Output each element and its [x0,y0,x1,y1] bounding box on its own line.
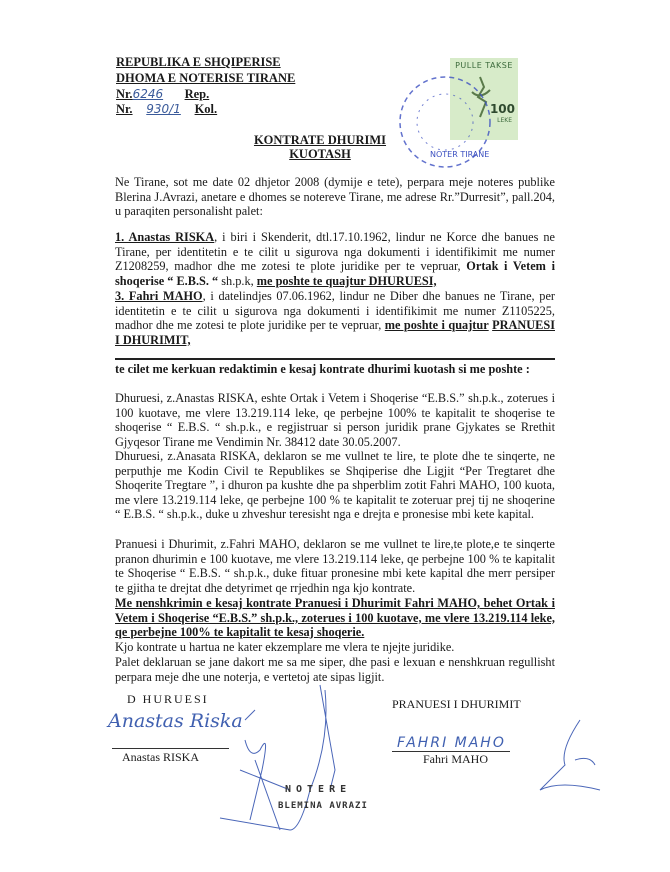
tax-stamp-title: PULLE TAKSE [455,61,513,70]
body-paragraph-2: Dhuruesi, z.Anasata RISKA, deklaron se me vullnet te lire, te plote dhe te sinqerte, ne perputhje me Kodin Civil te Republikes se Shqiperise dhe Ligjit “Per Tregtaret dhe Shoqerite Tregtare ”, i dhuron pa kushte dhe pa shperblim zotit Fahri MAHO, 100 kuota, me vlere 13.219.114 leke, qe perbejne 100 % te kapitalit te zoteruar prej tij ne shoqerine “ E.B.S. “ sh.p.k., duke u zhveshur teresisht nga e drejta e pronesise mbi kete kapital. [115,449,555,522]
recipient-name: Fahri MAHO [423,752,488,766]
divider [115,358,555,360]
party-1-name: 1. Anastas RISKA [115,230,215,244]
rep-prefix: Nr. [116,87,133,101]
rep-number: 6246 [132,87,164,101]
intro-paragraph: Ne Tirane, sot me date 02 dhjetor 2008 (dymije e tete), perpara meje noteres publike Blerina J.Avrazi, anetare e dhomes se notereve Tirane, me adrese Rr.”Durresit”, pall.204, u paraqiten personalisht palet: [115,175,555,219]
notary-signature-strokes-icon [0,680,670,872]
notary-stamp-line-2: BLEMINA AVRAZI [278,801,368,811]
document-subtitle: KUOTASH [289,147,351,161]
kol-number-line [116,102,217,117]
party-2-name: 3. Fahri MAHO [115,289,203,303]
party-2-designation: me poshte i quajtur [384,318,489,333]
party-2-details: , i datelindjes 07.06.1962, lindur ne Diber dhe banues ne Tirane, per identitetin e te cilit u sigurova nga dokumenti i identifikimit me numer Z1105225, madhor dhe me zotesi te plote juridike per te vepruar, [115,289,555,333]
party-1-company: sh.p.k, [218,273,257,288]
document-title: KONTRATE DHURIMI [253,133,387,147]
party-1-details: , i biri i Skenderit, dtl.17.10.1962, lindur ne Korce dhe banues ne Tirane, per identitetin e te cilit u sigurova nga dokumenti i identifikimit me numer Z1208259, madhor dhe me zotesi te plote juridike per te vepruar, [115,230,555,274]
party-1 [115,230,555,288]
donor-title: D HURUESI [127,692,209,706]
header-republic: REPUBLIKA E SHQIPERISE [116,55,281,69]
body-paragraph-5: Kjo kontrate u hartua ne kater ekzemplare me vlera te njejte juridike. [115,640,455,654]
header-chamber: DHOMA E NOTERISE TIRANE [116,71,296,85]
body-paragraph-3: Pranuesi i Dhurimit, z.Fahri MAHO, deklaron se me vullnet te lire,te plote,e te sinqerte pranon dhurimin e 100 kuotave, me vlere 13.219.114 leke, qe perbejne 100 % te kapitalit te Shoqerise “ E.B.S. “ sh.p.k., duke fituar pronesine mbi kete kapital dhe merr persiper te gjitha te drejtat dhe detyrimet qe rrjedhin nga kjo kontrate. [115,537,555,595]
notary-stamp-line-1: NOTERE [285,784,352,795]
tax-stamp-value: 100 [489,102,515,116]
body-paragraph-6: Palet deklaruan se jane dakort me sa me siper, dhe pasi e lexuan e nenshkruan regullisht perpara meje dhe une noterja, e vertetoj ate sipas ligjit. [115,655,555,684]
tax-stamp-unit: LEKE [497,117,512,124]
request-line: te cilet me kerkuan redaktimin e kesaj kontrate dhurimi kuotash si me poshte : [115,362,530,376]
party-1-designation: me poshte te quajtur DHURUESI, [256,273,437,288]
recipient-signature: FAHRI MAHO [397,735,506,751]
party-1-role: Ortak i Vetem i shoqerise “ E.B.S. “ [115,259,555,288]
party-2-designation-2: PRANUESI I DHURIMIT, [115,318,555,347]
party-2 [115,289,555,347]
donor-signature: Anastas Riska [108,710,243,732]
body-paragraph-4: Me nenshkrimin e kesaj kontrate Pranuesi i Dhurimit Fahri MAHO, behet Ortak i Vetem i Shoqerise “E.B.S.” sh.p.k., zoterues i 100 kuotave, me vlere 13.219.114 leke, qe perbejne 100% te kapitalit te kesaj shoqerie. [115,596,555,640]
recipient-title: PRANUESI I DHURIMIT [392,697,521,711]
rep-number-line [116,87,209,102]
seal-text: NOTER TIRANE [430,150,490,159]
kol-prefix: Nr. [116,102,133,116]
donor-name: Anastas RISKA [122,750,199,764]
kol-suffix: Kol. [194,102,218,116]
kol-number: 930/1 [146,102,181,116]
body-paragraph-1: Dhuruesi, z.Anastas RISKA, eshte Ortak i Vetem i Shoqerise “E.B.S.” sh.p.k., zoterues i 100 kuotave, me vlere 13.219.114 leke, qe perbejne 100% te kapitalit te shoqerise te shoqerise “ E.B.S. “ sh.p.k., e regjistruar si person juridik prane Gjykates se Rrethit Gjyqesor Tirane me Vendimin Nr. 38412 date 30.05.2007. [115,391,555,449]
rep-suffix: Rep. [184,87,210,101]
